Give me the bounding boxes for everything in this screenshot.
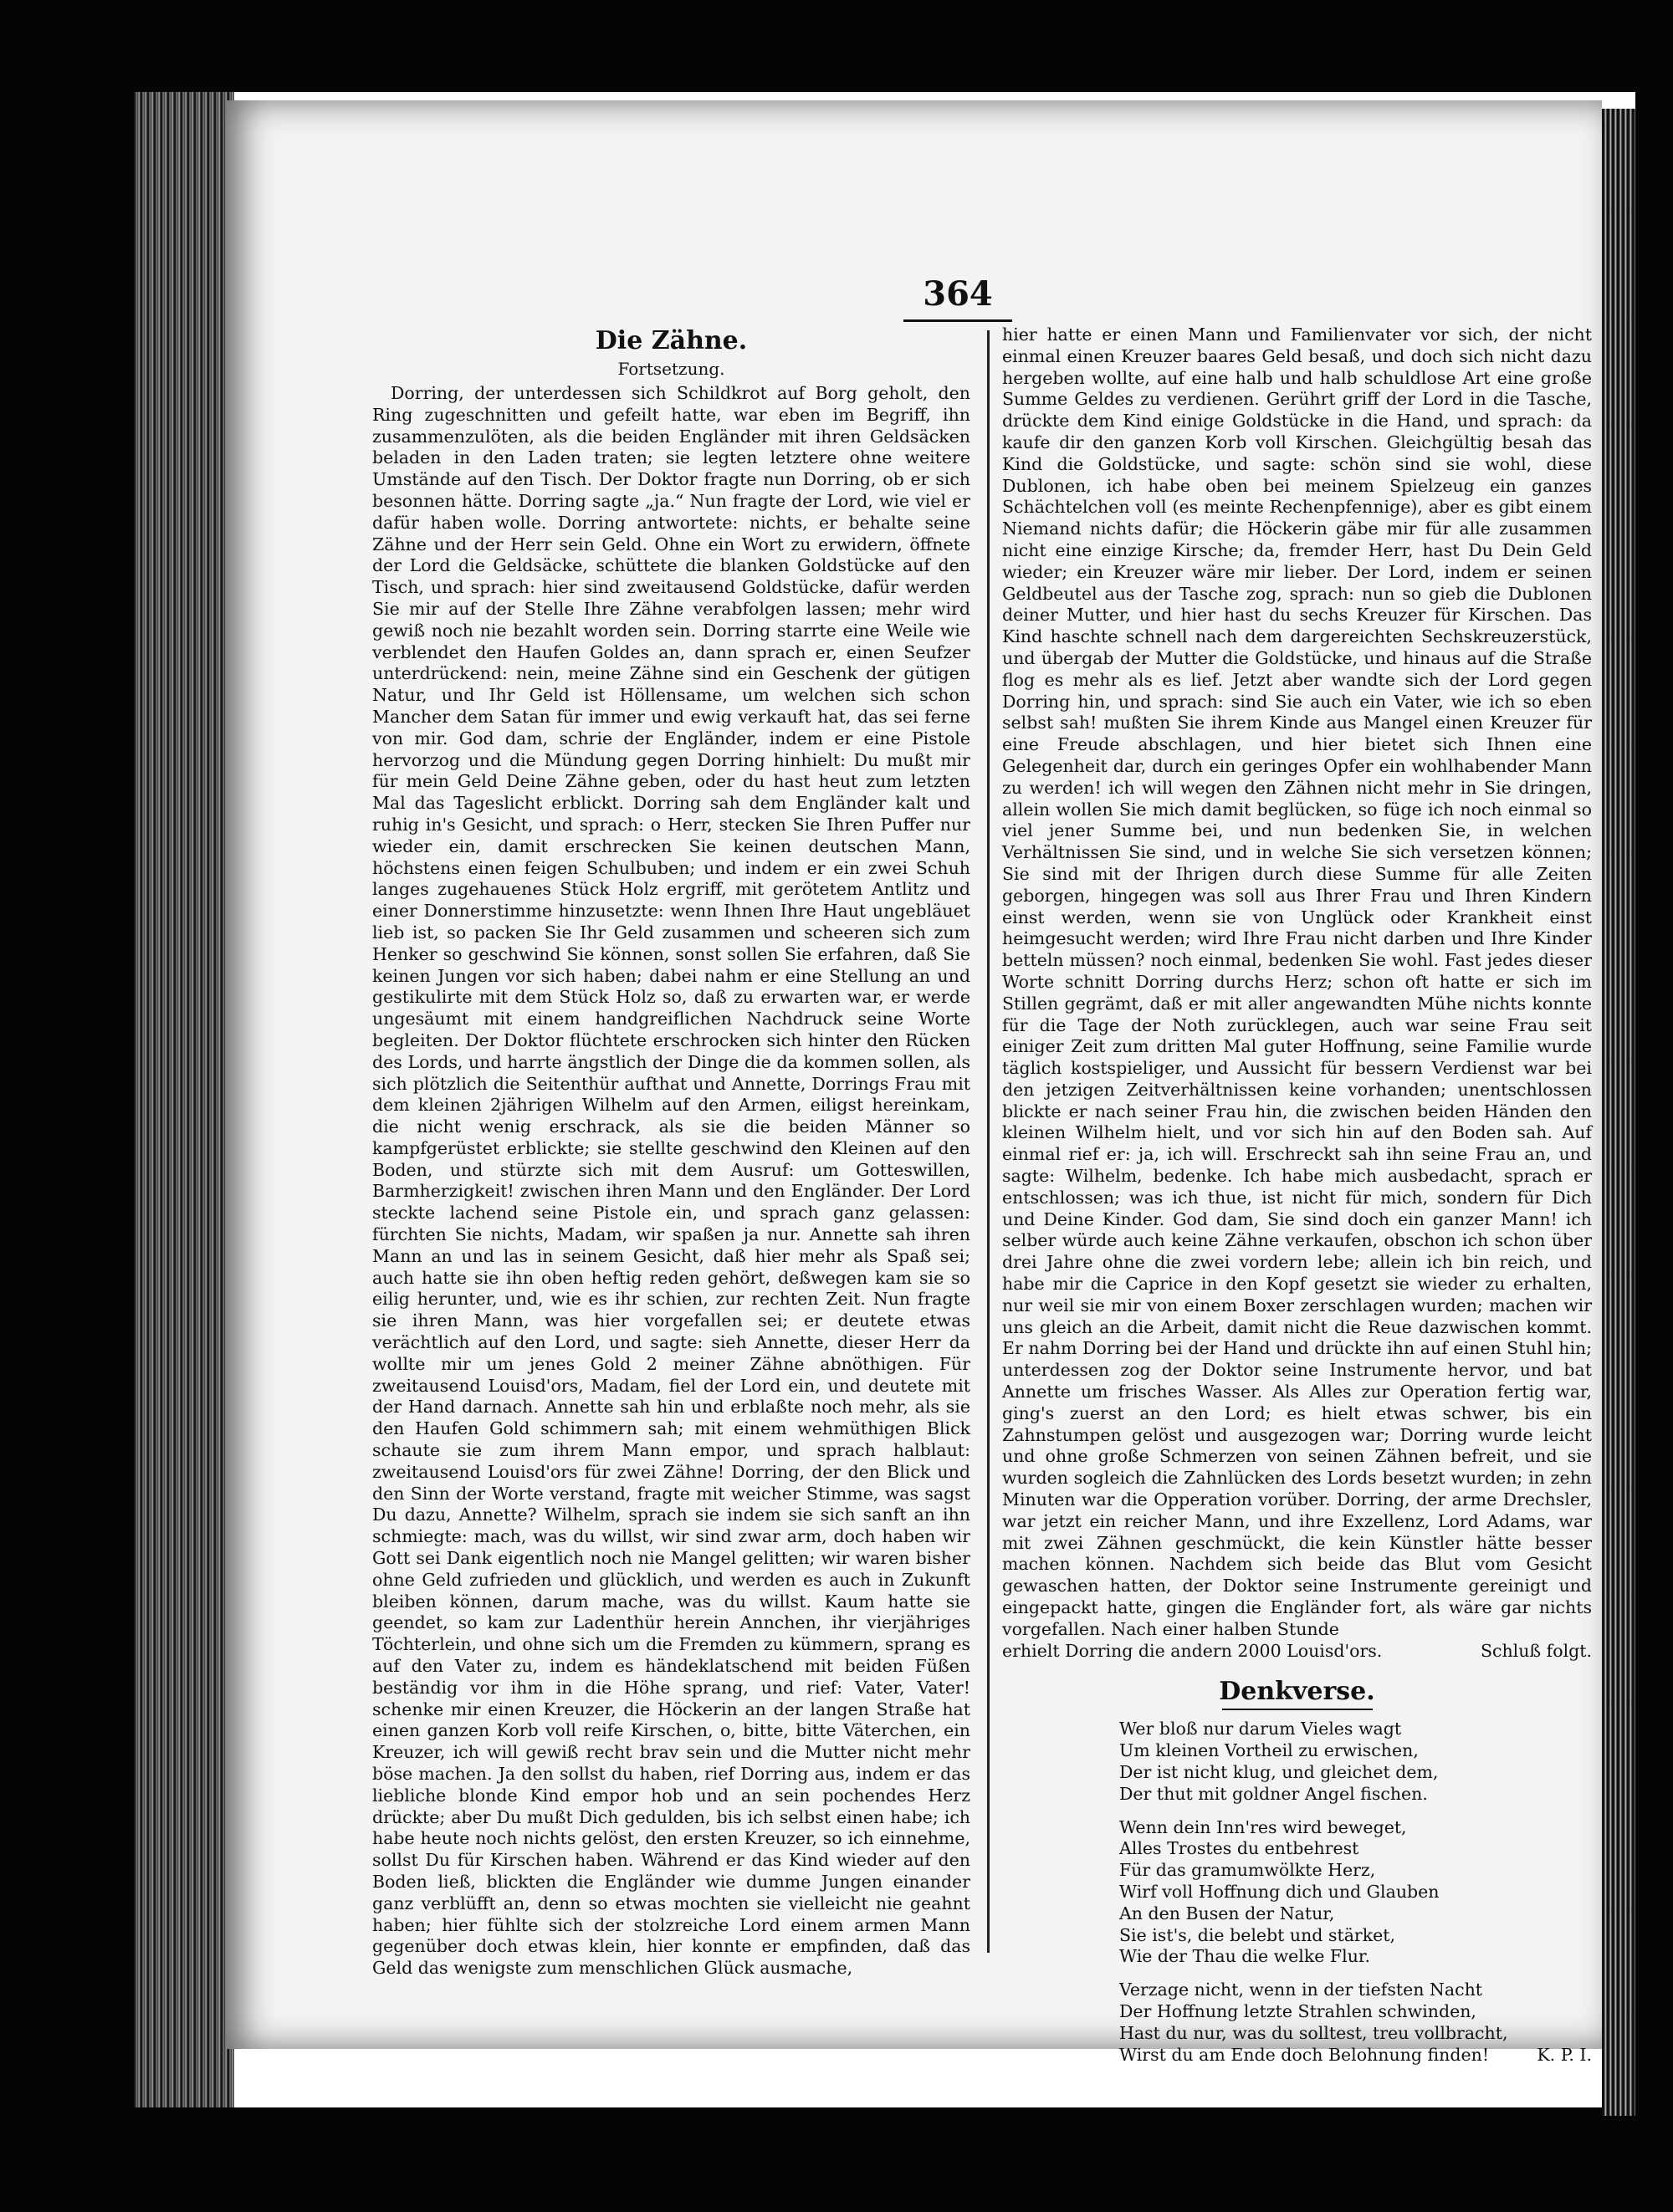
scan-border-right [1635, 0, 1673, 2212]
poem-stanza [1119, 1719, 1592, 1805]
article-paragraph-continued: hier hatte er einen Mann und Familienvater vor sich, der nicht einmal einen Kreuzer baares Geld besaß, und doch sich nicht dazu hergeben wollte, auf eine halb und halb schuldlose Art eine große Summe Geldes zu verdienen. Gerührt griff der Lord in die Tasche, drückte dem Kind einige Goldstücke in die Hand, und sprach: da kaufe dir den ganzen Korb voll Kirschen. Gleichgültig besah das Kind die Goldstücke, und sagte: schön sind sie wohl, diese Dublonen, ich habe oben bei meinem Spielzeug ein ganzes Schächtelchen voll (es meinte Rechenpfennige), aber es gibt einem Niemand nichts dafür; die Höckerin gäbe mir für alle zusammen nicht eine einzige Kirsche; da, fremder Herr, hast Du Dein Geld wieder; ein Kreuzer wäre mir lieber. Der Lord, indem er seinen Geldbeutel aus der Tasche zog, sprach: nun so gieb die Dublonen deiner Mutter, und hier hast du sechs Kreuzer für Kirschen. Das Kind haschte schnell nach dem dargereichten Sechskreuzerstück, und übergab der Mutter die Goldstücke, und hinaus auf die Straße flog es mehr als es lief. Jetzt aber wandte sich der Lord gegen Dorring hin, und sprach: sind Sie auch ein Vater, wie ich so eben selbst sah! mußten Sie ihrem Kinde aus Mangel einen Kreuzer für eine Freude abschlagen, und hier bietet sich Ihnen eine Gelegenheit dar, durch ein geringes Opfer ein wohlhabender Mann zu werden! ich will wegen den Zähnen nicht mehr in Sie dringen, allein wollen Sie mich damit beglücken, so füge ich noch einmal so viel jener Summe bei, und nun bedenken Sie, in welchen Verhältnissen Sie sind, und in welche Sie sich versetzen können; Sie sind mit der Ihrigen durch diese Summe für alle Zeiten geborgen, hingegen was soll aus Ihrer Frau und Ihren Kindern einst werden, wenn sie von Unglück oder Krankheit einst heimgesucht werden; wird Ihre Frau nicht darben und Ihre Kinder betteln müssen? noch einmal, bedenken Sie wohl. Fast jedes dieser Worte schnitt Dorring durchs Herz; schon oft hatte er sich im Stillen gegrämt, daß er mit aller angewandten Mühe nichts konnte für die Tage der Noth zurücklegen, auch war seine Frau seit einiger Zeit zum dritten Mal guter Hoffnung, seine Familie wurde täglich kostspieliger, und Aussicht für bessern Verdienst war bei den jetzigen Zeitverhältnissen keine vorhanden; unentschlossen blickte er nach seiner Frau hin, die zwischen beiden Händen den kleinen Wilhelm hielt, und vor sich hin auf den Boden sah. Auf einmal rief er: ja, ich will. Erschreckt sah ihn seine Frau an, und sagte: Wilhelm, bedenke. Ich habe mich ausbedacht, sprach er entschlossen; was ich thue, ist nicht für mich, sondern für Dich und Deine Kinder. God dam, Sie sind doch ein ganzer Mann! ich selber würde auch keine Zähne verkaufen, obschon ich schon über drei Jahre ohne die zwei vordern lebe; allein ich bin reich, und habe mir die Caprice in den Kopf gesetzt sie wieder zu erhalten, nur weil sie mir von einem Boxer zerschlagen wurden; machen wir uns gleich an die Arbeit, damit nicht die Reue dazwischen kommt. Er nahm Dorring bei der Hand und drückte ihn auf einen Stuhl hin; unterdessen zog der Doktor seine Instrumente hervor, und bat Annette um frisches Wasser. Als Alles zur Operation fertig war, ging's zuerst an den Lord; es hielt etwas schwer, bis ein Zahnstumpen gelöst und ausgezogen war; Dorring wurde leicht und ohne große Schmerzen von seinen Zähnen befreit, und sie wurden sogleich die Zahnlücken des Lords besetzt wurden; in zehn Minuten war die Opperation vorüber. Dorring, der arme Drechsler, war jetzt ein reicher Mann, und ihre Exzellenz, Lord Adams, war mit zwei Zähnen geschmückt, die kein Künstler hätte besser machen können. Nachdem sich beide das Blut vom Gesicht gewaschen hatten, der Doktor seine Instrumente gereinigt und eingepackt hatte, gingen die Engländer fort, als wäre gar nichts vorgefallen. Nach einer halben Stunde [1002, 324, 1592, 1639]
poem-line: Der thut mit goldner Angel fischen. [1119, 1783, 1428, 1804]
poem-line: Alles Trostes du entbehrest [1119, 1838, 1359, 1859]
column-divider [987, 330, 990, 1953]
poem-line: Sie ist's, die belebt und stärket, [1119, 1924, 1396, 1945]
article-end-line [1002, 1641, 1592, 1663]
poem [1002, 1719, 1592, 2066]
page-number: 364 [923, 274, 993, 314]
poem-stanza [1119, 1980, 1592, 2066]
book-right-edge [1602, 109, 1635, 2116]
book-page-edges [134, 92, 234, 2107]
right-column [1002, 324, 1592, 2077]
poem-line: Für das gramumwölkte Herz, [1119, 1860, 1376, 1881]
article-last-line: erhielt Dorring die andern 2000 Louisd'ors. [1002, 1640, 1383, 1661]
poem-line: Verzage nicht, wenn in der tiefsten Nacht [1119, 1980, 1483, 2000]
article-title: Die Zähne. [595, 326, 748, 355]
header-rule [903, 319, 1012, 322]
poem-line: Der Hoffnung letzte Strahlen schwinden, [1119, 2000, 1476, 2021]
article-paragraph: Dorring, der unterdessen sich Schildkrot auf Borg geholt, den Ring zugeschnitten und gefeilt hatte, war eben im Begriff, ihn zusammenzulöten, als die beiden Engländer mit ihren Geldsäcken beladen in den Laden traten; sie legten letztere ohne weitere Umstände auf den Tisch. Der Doktor fragte nun Dorring, ob er sich besonnen hätte. Dorring sagte „ja.“ Nun fragte der Lord, wie viel er dafür haben wolle. Dorring antwortete: nichts, er behalte seine Zähne und der Herr sein Geld. Ohne ein Wort zu erwidern, öffnete der Lord die Geldsäcke, schüttete die blanken Goldstücke auf den Tisch, und sprach: hier sind zweitausend Goldstücke, dafür werden Sie mir auf der Stelle Ihre Zähne verabfolgen lassen; mehr wird gewiß noch nie bezahlt worden sein. Dorring starrte eine Weile wie verblendet den Haufen Goldes an, dann sprach er, einen Seufzer unterdrückend: nein, meine Zähne sind ein Geschenk der gütigen Natur, und Ihr Geld ist Höllensame, um welchen sich schon Mancher dem Satan für immer und ewig verkauft hat, das sei ferne von mir. God dam, schrie der Engländer, indem er eine Pistole hervorzog und die Mündung gegen Dorring hinhielt: Du mußt mir für mein Geld Deine Zähne geben, oder du hast heut zum letzten Mal das Tageslicht erblickt. Dorring sah dem Engländer kalt und ruhig in's Gesicht, und sprach: o Herr, stecken Sie Ihren Puffer nur wieder ein, damit erschrecken Sie keinen deutschen Mann, höchstens einen feigen Schulbuben; und indem er ein zwei Schuh langes zugehauenes Stück Holz ergriff, mit gerötetem Antlitz und einer Donnerstimme hinzusetzte: wenn Ihnen Ihre Haut ungebläuet lieb ist, so packen Sie Ihr Geld zusammen und scheeren sich zum Henker so geschwind Sie können, sonst sollen Sie erfahren, daß Sie keinen Jungen vor sich haben; dabei nahm er eine Stellung an und gestikulirte mit dem Stück Holz so, daß zu erwarten war, er werde ungesäumt mit einem handgreiflichen Nachdruck seine Worte begleiten. Der Doktor flüchtete erschrocken sich hinter den Rücken des Lords, und harrte ängstlich der Dinge die da kommen sollen, als sich plötzlich die Seitenthür aufthat und Annette, Dorrings Frau mit dem kleinen 2jährigen Wilhelm auf den Armen, eiligst hereinkam, die nicht wenig erschrack, als sie die beiden Männer so kampfgerüstet erblickte; sie stellte geschwind den Kleinen auf den Boden, und stürzte sich mit dem Ausruf: um Gotteswillen, Barmherzigkeit! zwischen ihren Mann und den Engländer. Der Lord steckte lachend seine Pistole ein, und sprach ganz gelassen: fürchten Sie nichts, Madam, wir spaßen ja nur. Annette sah ihren Mann an und las in seinem Gesicht, daß hier mehr als Spaß sei; auch hatte sie ihn oben heftig reden gehört, deßwegen kam sie so eilig herunter, und, wie es ihr schien, zur rechten Zeit. Nun fragte sie ihren Mann, was hier vorgefallen sei; er deutete etwas verächtlich auf den Lord, und sagte: sieh Annette, dieser Herr da wollte mir um jenes Gold 2 meiner Zähne abnöthigen. Für zweitausend Louisd'ors, Madam, fiel der Lord ein, und deutete mit der Hand darnach. Annette sah hin und erblaßte noch mehr, als sie den Haufen Gold schimmern sah; mit einem wehmüthigen Blick schaute sie zum ihrem Mann empor, und sprach halblaut: zweitausend Louisd'ors für zwei Zähne! Dorring, der den Blick und den Sinn der Worte verstand, fragte mit weicher Stimme, was sagst Du dazu, Annette? Wilhelm, sprach sie indem sie sich sanft an ihn schmiegte: mach, was du willst, wir sind zwar arm, doch haben wir Gott sei Dank eigentlich noch nie Mangel gelitten; wir waren bisher ohne Geld zufrieden und glücklich, und werden es auch in Zukunft bleiben können, darum mache, was du willst. Kaum hatte sie geendet, so kam zur Ladenthür herein Annchen, ihr vierjähriges Töchterlein, und ohne sich um die Fremden zu kümmern, sprang es auf den Vater zu, indem es händeklatschend mit beiden Füßen beständig vor ihm in die Höhe sprang, und rief: Vater, Vater! schenke mir einen Kreuzer, die Höckerin an der langen Straße hat einen ganzen Korb voll reife Kirschen, o, bitte, bitte Väterchen, ein Kreuzer, ich will gewiß recht brav sein und die Mutter nicht mehr böse machen. Ja den sollst du haben, rief Dorring aus, indem er das liebliche blonde Kind empor hob und an sein pochendes Herz drückte; aber Du mußt Dich gedulden, bis ich selbst einen habe; ich habe heute noch nichts gelöst, den ersten Kreuzer, so ich einnehme, sollst Du für Kirschen haben. Während er das Kind wieder auf den Boden ließ, blickten die Engländer wie dumme Jungen einander ganz verblüfft an, denn so etwas mochten sie vielleicht nie geahnt haben; hier fühlte sich der stolzreiche Lord einem armen Mann gegenüber doch etwas klein, hier konnte er empfinden, daß das Geld das wenigste zum menschlichen Glück ausmache, [372, 383, 970, 1979]
article-subtitle: Fortsetzung. [617, 359, 725, 379]
poem-line: Wirf voll Hoffnung dich und Glauben [1119, 1881, 1440, 1902]
poem-line: Wenn dein Inn'res wird beweget, [1119, 1816, 1407, 1837]
scan-border-left [0, 0, 138, 2212]
left-column [372, 324, 970, 1980]
poem-line: Wie der Thau die welke Flur. [1119, 1946, 1370, 1967]
scan-border-top [0, 0, 1673, 92]
poem-line: Wirst du am Ende doch Belohnung finden! [1119, 2044, 1490, 2065]
poem-line: An den Busen der Natur, [1119, 1903, 1335, 1923]
poem-stanza [1119, 1817, 1592, 1969]
poem-signature: K. P. I. [1537, 2044, 1592, 2065]
continuation-note: Schluß folgt. [1480, 1640, 1592, 1661]
scan-border-bottom [0, 2107, 1673, 2212]
poem-title: Denkverse. [1219, 1677, 1375, 1707]
poem-line: Um kleinen Vortheil zu erwischen, [1119, 1740, 1419, 1761]
poem-title-rule [1222, 1709, 1373, 1710]
poem-line: Hast du nur, was du solltest, treu vollbracht, [1119, 2022, 1508, 2043]
poem-line: Wer bloß nur darum Vieles wagt [1119, 1719, 1402, 1739]
poem-last-line-row [1119, 2045, 1592, 2066]
poem-line: Der ist nicht klug, und gleichet dem, [1119, 1762, 1439, 1782]
